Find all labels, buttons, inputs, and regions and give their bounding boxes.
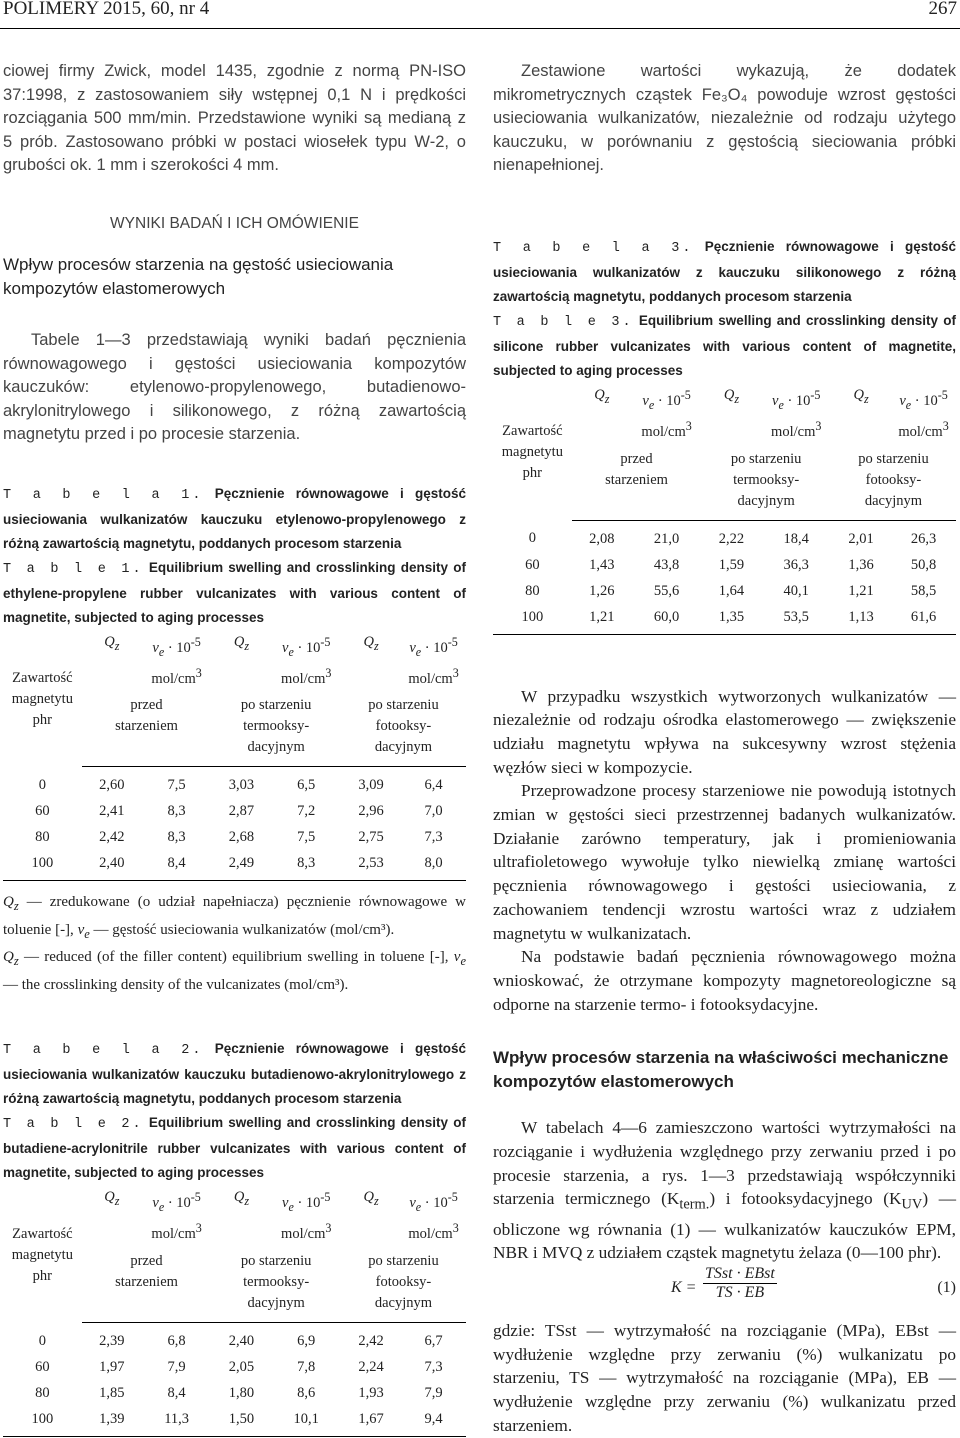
table-cell: 0	[38, 776, 46, 793]
header-ve: $v_e \cdot 10^{-5}$ mol/$cm^3$	[641, 387, 692, 440]
table-cell: 6,5	[297, 777, 316, 794]
table3	[493, 385, 956, 635]
table-cell: 2,42	[358, 1333, 384, 1350]
table-cell: 7,5	[167, 777, 186, 794]
table-cell: 60	[35, 803, 50, 820]
table-cell: 100	[3, 849, 82, 881]
table-cell: 6,7	[424, 1333, 443, 1350]
table3-caption-pl: Pęcznienie równowagowe i gęstość usieciowania wulkanizatów z kauczuku silikonowego z różną zawartością magnetytu, poddanych procesom starzenia	[493, 238, 956, 304]
table-cell: 80	[35, 829, 50, 846]
table-cell: 2,24	[358, 1359, 384, 1376]
table2-caption-pl: Pęcznienie równowagowe i gęstość usieciowania wulkanizatów kauczuku butadienowo-akrylonitrylowego z różną zawartością magnetytu, poddanych procesom starzenia	[3, 1041, 466, 1107]
table-row	[493, 577, 956, 603]
header-ve: $v_e \cdot 10^{-5}$ mol/$cm^3$	[408, 634, 459, 687]
header-qz: $Q_z$	[594, 386, 610, 406]
table-cell: 7,9	[424, 1385, 443, 1402]
table-cell: 26,3	[910, 530, 937, 547]
table-cell: 8,0	[401, 849, 466, 881]
table-cell: 8,6	[297, 1385, 316, 1402]
table-cell: 43,8	[653, 556, 680, 573]
right-paragraph-3: Na podstawie badań pęcznienia równowagowego można wnioskować, że otrzymane kompozyty magnetoreologiczne są odporne na starzenie termo- i fotooksydacyjne.	[493, 947, 956, 1014]
table-cell: 2,87	[228, 803, 255, 820]
table-cell: 36,3	[783, 556, 809, 573]
table-cell: 8,3	[167, 803, 186, 820]
table-cell: 2,40	[82, 849, 142, 881]
table-cell: 7,5	[297, 829, 316, 846]
table-cell: 8,3	[272, 849, 341, 881]
header-before: przed starzeniem	[82, 1245, 212, 1323]
table-header-row	[3, 1187, 466, 1245]
table-cell: 0	[38, 1332, 46, 1349]
header-after-thermo: po starzeniu termooksy- dacyjnym	[211, 1245, 341, 1323]
table-cell: 58,5	[910, 582, 937, 599]
table-cell: 60	[525, 556, 540, 573]
subsection-title: Wpływ procesów starzenia na gęstość usieciowania kompozytów elastomerowych	[3, 254, 394, 298]
table-cell: 100	[3, 1405, 82, 1437]
table-cell: 7,9	[167, 1359, 186, 1376]
table-cell: 1,67	[341, 1405, 401, 1437]
table-cell: 3,09	[358, 777, 384, 794]
header-rule	[0, 28, 960, 29]
right-paragraph-2: Przeprowadzone procesy starzeniowe nie powodują istotnych zmian w gęstości sieci przestrzennej badanych wulkanizatów. Działanie zarówno temperatury, jak i promieniowania ultrafioletowego wywołuje tylko niewielką zmianę wartości pęcznienia równowagowego i gęstości usieciowania, z zachowaniem tendencji wzrostu wartości wraz z udziałem magnetytu w wulkanizatach.	[493, 781, 956, 943]
subsection-title-2: Wpływ procesów starzenia na właściwości mechaniczne kompozytów elastomerowych	[493, 1048, 949, 1092]
header-content: Zawartość magnetytu phr	[501, 422, 563, 481]
table-cell: 2,08	[589, 530, 615, 547]
intro-paragraph: ciowej firmy Zwick, model 1435, zgodnie z normą PN-ISO 37:1998, z zastosowaniem siły wstępnej 0,1 N i prędkości rozciągania 500 mm/min. Przedstawione wyniki są medianą z 5 prób. Zastosowano próbki w postaci wiosełek typu W-2, o grubości ok. 1 mm i szerokości 4 mm.	[3, 62, 466, 175]
table-cell: 8,4	[142, 849, 211, 881]
table-cell: 2,39	[99, 1333, 125, 1350]
table1-label-pl: T a b e l a 1.	[3, 487, 204, 503]
table2-label-en: T a b l e 2.	[3, 1117, 144, 1133]
table-cell: 9,4	[401, 1405, 466, 1437]
header-qz: $Q_z$	[853, 386, 869, 406]
header-after-photo: po starzeniu fotooksy- dacyjnym	[341, 689, 466, 767]
table-cell: 80	[525, 582, 540, 599]
table-row	[3, 1353, 466, 1379]
header-after-photo: po starzeniu fotooksy- dacyjnym	[831, 443, 956, 521]
table-row	[3, 849, 466, 881]
table-cell: 100	[493, 603, 572, 635]
table-cell: 1,13	[831, 603, 891, 635]
table-row	[3, 767, 466, 798]
table-header-row	[493, 385, 956, 443]
table-row	[3, 1405, 466, 1437]
table2-label-pl: T a b e l a 2.	[3, 1043, 204, 1059]
formula-denominator: TS · EB	[715, 1284, 765, 1302]
table1-caption-pl: Pęcznienie równowagowe i gęstość usieciowania wulkanizatów kauczuku etylenowo-propylenowego z różną zawartością magnetytu, poddanych procesom starzenia	[3, 485, 466, 551]
header-before: przed starzeniem	[572, 443, 702, 521]
header-ve: $v_e \cdot 10^{-5}$ mol/$cm^3$	[408, 1190, 459, 1243]
note-pl: — zredukowane (o udział napełniacza) pęcznienie równowagowe w toluenie [-],	[3, 894, 466, 938]
table2	[3, 1187, 466, 1437]
table1-notes: $Q_z$ — zredukowane (o udział napełniacza) pęcznienie równowagowe w toluenie [-], $v_e$ — gęstość usieciowania wulkanizatów (mol/cm³). $Q_z$ — reduced (of the filler content) equilibrium swelling in toluene [-], $v_e$ — the crosslinking density of the vulcanizates (mol/cm³).	[3, 894, 467, 993]
left-column	[3, 60, 466, 1437]
table1-label-en: T a b l e 1.	[3, 561, 144, 577]
header-ve: $v_e \cdot 10^{-5}$ mol/$cm^3$	[281, 1190, 332, 1243]
header-qz: $Q_z$	[363, 633, 379, 653]
formula-fraction	[703, 1265, 777, 1302]
table-cell: 7,3	[424, 1359, 443, 1376]
header-ve: $v_e \cdot 10^{-5}$ mol/$cm^3$	[898, 387, 949, 440]
header-qz: $Q_z$	[233, 633, 250, 653]
header-content: Zawartość magnetytu phr	[11, 669, 73, 728]
header-qz: $Q_z$	[104, 1189, 120, 1209]
table-cell: 1,26	[589, 582, 615, 599]
table-cell: 1,50	[211, 1405, 271, 1437]
body-paragraph: Tabele 1—3 przedstawiają wyniki badań pęcznienia równowagowego i gęstości usieciowania kompozytów kauczuków: etylenowo-propylenowego, butadienowo-akrylonitrylowego i silikonowego, z różną zawartością magnetytu przed i po procesie starzenia.	[3, 330, 466, 444]
table3-label-en: T a b l e 3.	[493, 314, 634, 330]
table-cell: 1,36	[848, 556, 874, 573]
table-cell: 7,2	[297, 803, 316, 820]
header-qz: $Q_z$	[104, 633, 120, 653]
table-cell: 1,35	[701, 603, 761, 635]
section-title: WYNIKI BADAŃ I ICH OMÓWIENIE	[110, 214, 359, 232]
formula-lhs: K =	[671, 1279, 697, 1297]
table-cell: 1,21	[848, 582, 874, 599]
table-cell: 2,49	[211, 849, 271, 881]
header-ve: $v_e \cdot 10^{-5}$ mol/$cm^3$	[281, 634, 332, 687]
header-qz: $Q_z$	[233, 1189, 250, 1209]
table-cell: 7,8	[297, 1359, 316, 1376]
header-ve: $v_e \cdot 10^{-5}$ mol/$cm^3$	[151, 1190, 202, 1243]
table-cell: 7,0	[424, 803, 443, 820]
table-cell: 50,8	[910, 556, 937, 573]
table-cell: 40,1	[783, 582, 809, 599]
table-cell: 2,40	[228, 1333, 255, 1350]
note-en: — reduced (of the filler content) equilibrium swelling in toluene [-],	[23, 949, 449, 966]
right-paragraph-1: W przypadku wszystkich wytworzonych wulkanizatów — niezależnie od rodzaju ośrodka elastomerowego — zwiększenie udziału magnetytu wpływa na sukcesywny wzrost stężenia węzłów sieci w kompozycie.	[493, 686, 956, 777]
table-cell: 8,4	[167, 1385, 186, 1402]
table3-caption	[493, 235, 956, 383]
table-cell: 2,42	[99, 829, 125, 846]
table-cell: 1,80	[228, 1385, 255, 1402]
header-before: przed starzeniem	[82, 689, 212, 767]
table-cell: 6,4	[424, 777, 443, 794]
header-qz: $Q_z$	[723, 386, 740, 406]
table2-caption-en: Equilibrium swelling and crosslinking density of butadiene-acrylonitrile rubber vulcanizates with various content of magnetite, subjected to aging processes	[3, 1115, 466, 1181]
header-after-thermo: po starzeniu termooksy- dacyjnym	[211, 689, 341, 767]
table-cell: 1,59	[718, 556, 745, 573]
table-cell: 7,3	[424, 829, 443, 846]
table-cell: 8,3	[167, 829, 186, 846]
table-cell: 55,6	[653, 582, 680, 599]
table-cell: 60	[35, 1359, 50, 1376]
page-number: 267	[928, 0, 957, 19]
table-row	[3, 797, 466, 823]
table1-caption-en: Equilibrium swelling and crosslinking density of ethylene-propylene rubber vulcanizates with various content of magnetite, subjected to aging processes	[3, 559, 466, 625]
table-cell: 2,22	[718, 530, 745, 547]
table3-label-pl: T a b e l a 3.	[493, 240, 694, 256]
table3-caption-en: Equilibrium swelling and crosslinking density of silicone rubber vulcanizates with various content of magnetite, subjected to aging processes	[493, 312, 956, 378]
table-header-row	[3, 632, 466, 690]
table-cell: 18,4	[783, 530, 809, 547]
table1-caption	[3, 482, 466, 630]
table2-caption	[3, 1037, 466, 1185]
table-cell: 2,53	[341, 849, 401, 881]
equation-number: (1)	[937, 1279, 956, 1297]
table-cell: 1,93	[358, 1385, 384, 1402]
table-cell: 2,68	[228, 829, 255, 846]
table-cell: 80	[35, 1385, 50, 1402]
table-cell: 6,8	[167, 1333, 186, 1350]
table-cell: 1,39	[82, 1405, 142, 1437]
table-cell: 1,43	[589, 556, 615, 573]
table-cell: 2,05	[228, 1359, 255, 1376]
table-cell: 1,21	[572, 603, 632, 635]
table-cell: 53,5	[762, 603, 831, 635]
table-cell: 2,75	[358, 829, 384, 846]
header-after-photo: po starzeniu fotooksy- dacyjnym	[341, 1245, 466, 1323]
table-row	[493, 603, 956, 635]
table-cell: 10,1	[272, 1405, 341, 1437]
header-content: Zawartość magnetytu phr	[11, 1225, 73, 1284]
right-intro-paragraph: Zestawione wartości wykazują, że dodatek mikrometrycznych cząstek Fe₃O₄ powoduje wzrost gęstości usieciowania wulkanizatów, niezależnie od rodzaju użytego kauczuku, w porównaniu z gęstością sieciowania próbki nienapełnionej.	[493, 62, 956, 175]
table-row	[3, 823, 466, 849]
right-column	[493, 60, 956, 1438]
note-en-2: — the crosslinking density of the vulcanizates (mol/cm³).	[3, 976, 349, 993]
table-cell: 11,3	[142, 1405, 211, 1437]
table-cell: 1,64	[718, 582, 745, 599]
header-qz: $Q_z$	[363, 1189, 379, 1209]
table-cell: 60,0	[632, 603, 701, 635]
table-cell: 2,96	[358, 803, 384, 820]
table-cell: 2,41	[99, 803, 125, 820]
table-cell: 2,01	[848, 530, 874, 547]
header-ve: $v_e \cdot 10^{-5}$ mol/$cm^3$	[151, 634, 202, 687]
table-row	[3, 1323, 466, 1354]
right-paragraph-4: W tabelach 4—6 zamieszczono wartości wytrzymałości na rozciąganie i wydłużenia względnego przy zerwaniu przed i po procesie starzenia, a rys. 1—3 przedstawiają współczynniki starzenia termicznego $(K_{term.})$ i fotooksydacyjnego $(K_{UV})$ — obliczone wg równania (1) — wulkanizatów kauczuków EPM, NBR i MVQ z udziałem cząstek magnetytu żelaza (0—100 phr).	[493, 1118, 956, 1263]
table1	[3, 632, 466, 882]
header-ve: $v_e \cdot 10^{-5}$ mol/$cm^3$	[771, 387, 822, 440]
table-row	[3, 1379, 466, 1405]
table-cell: 1,97	[99, 1359, 125, 1376]
table-cell: 6,9	[297, 1333, 316, 1350]
table-cell: 2,60	[99, 777, 125, 794]
formula-numerator: TSst · EBst	[705, 1265, 775, 1283]
table-cell: 1,85	[99, 1385, 125, 1402]
table-cell: 21,0	[653, 530, 680, 547]
table-cell: 61,6	[891, 603, 956, 635]
table-row	[493, 520, 956, 551]
table-cell: 3,03	[228, 777, 255, 794]
note-pl-2: — gęstość usieciowania wulkanizatów (mol/cm³).	[93, 921, 395, 938]
equation-1	[493, 1265, 956, 1319]
header-journal: POLIMERY 2015, 60, nr 4	[3, 0, 210, 19]
header-after-thermo: po starzeniu termooksy- dacyjnym	[701, 443, 831, 521]
table-row	[493, 551, 956, 577]
table-cell: 0	[528, 530, 536, 547]
formula-definitions: gdzie: TSst — wytrzymałość na rozciąganie (MPa), EBst — wydłużenie względne przy zerwaniu (%) wulkanizatu po starzeniu, TS — wytrzymałość na rozciąganie (MPa), EB — wydłużenie względne przy zerwaniu (%) wulkanizatu przed starzeniem.	[493, 1321, 956, 1435]
